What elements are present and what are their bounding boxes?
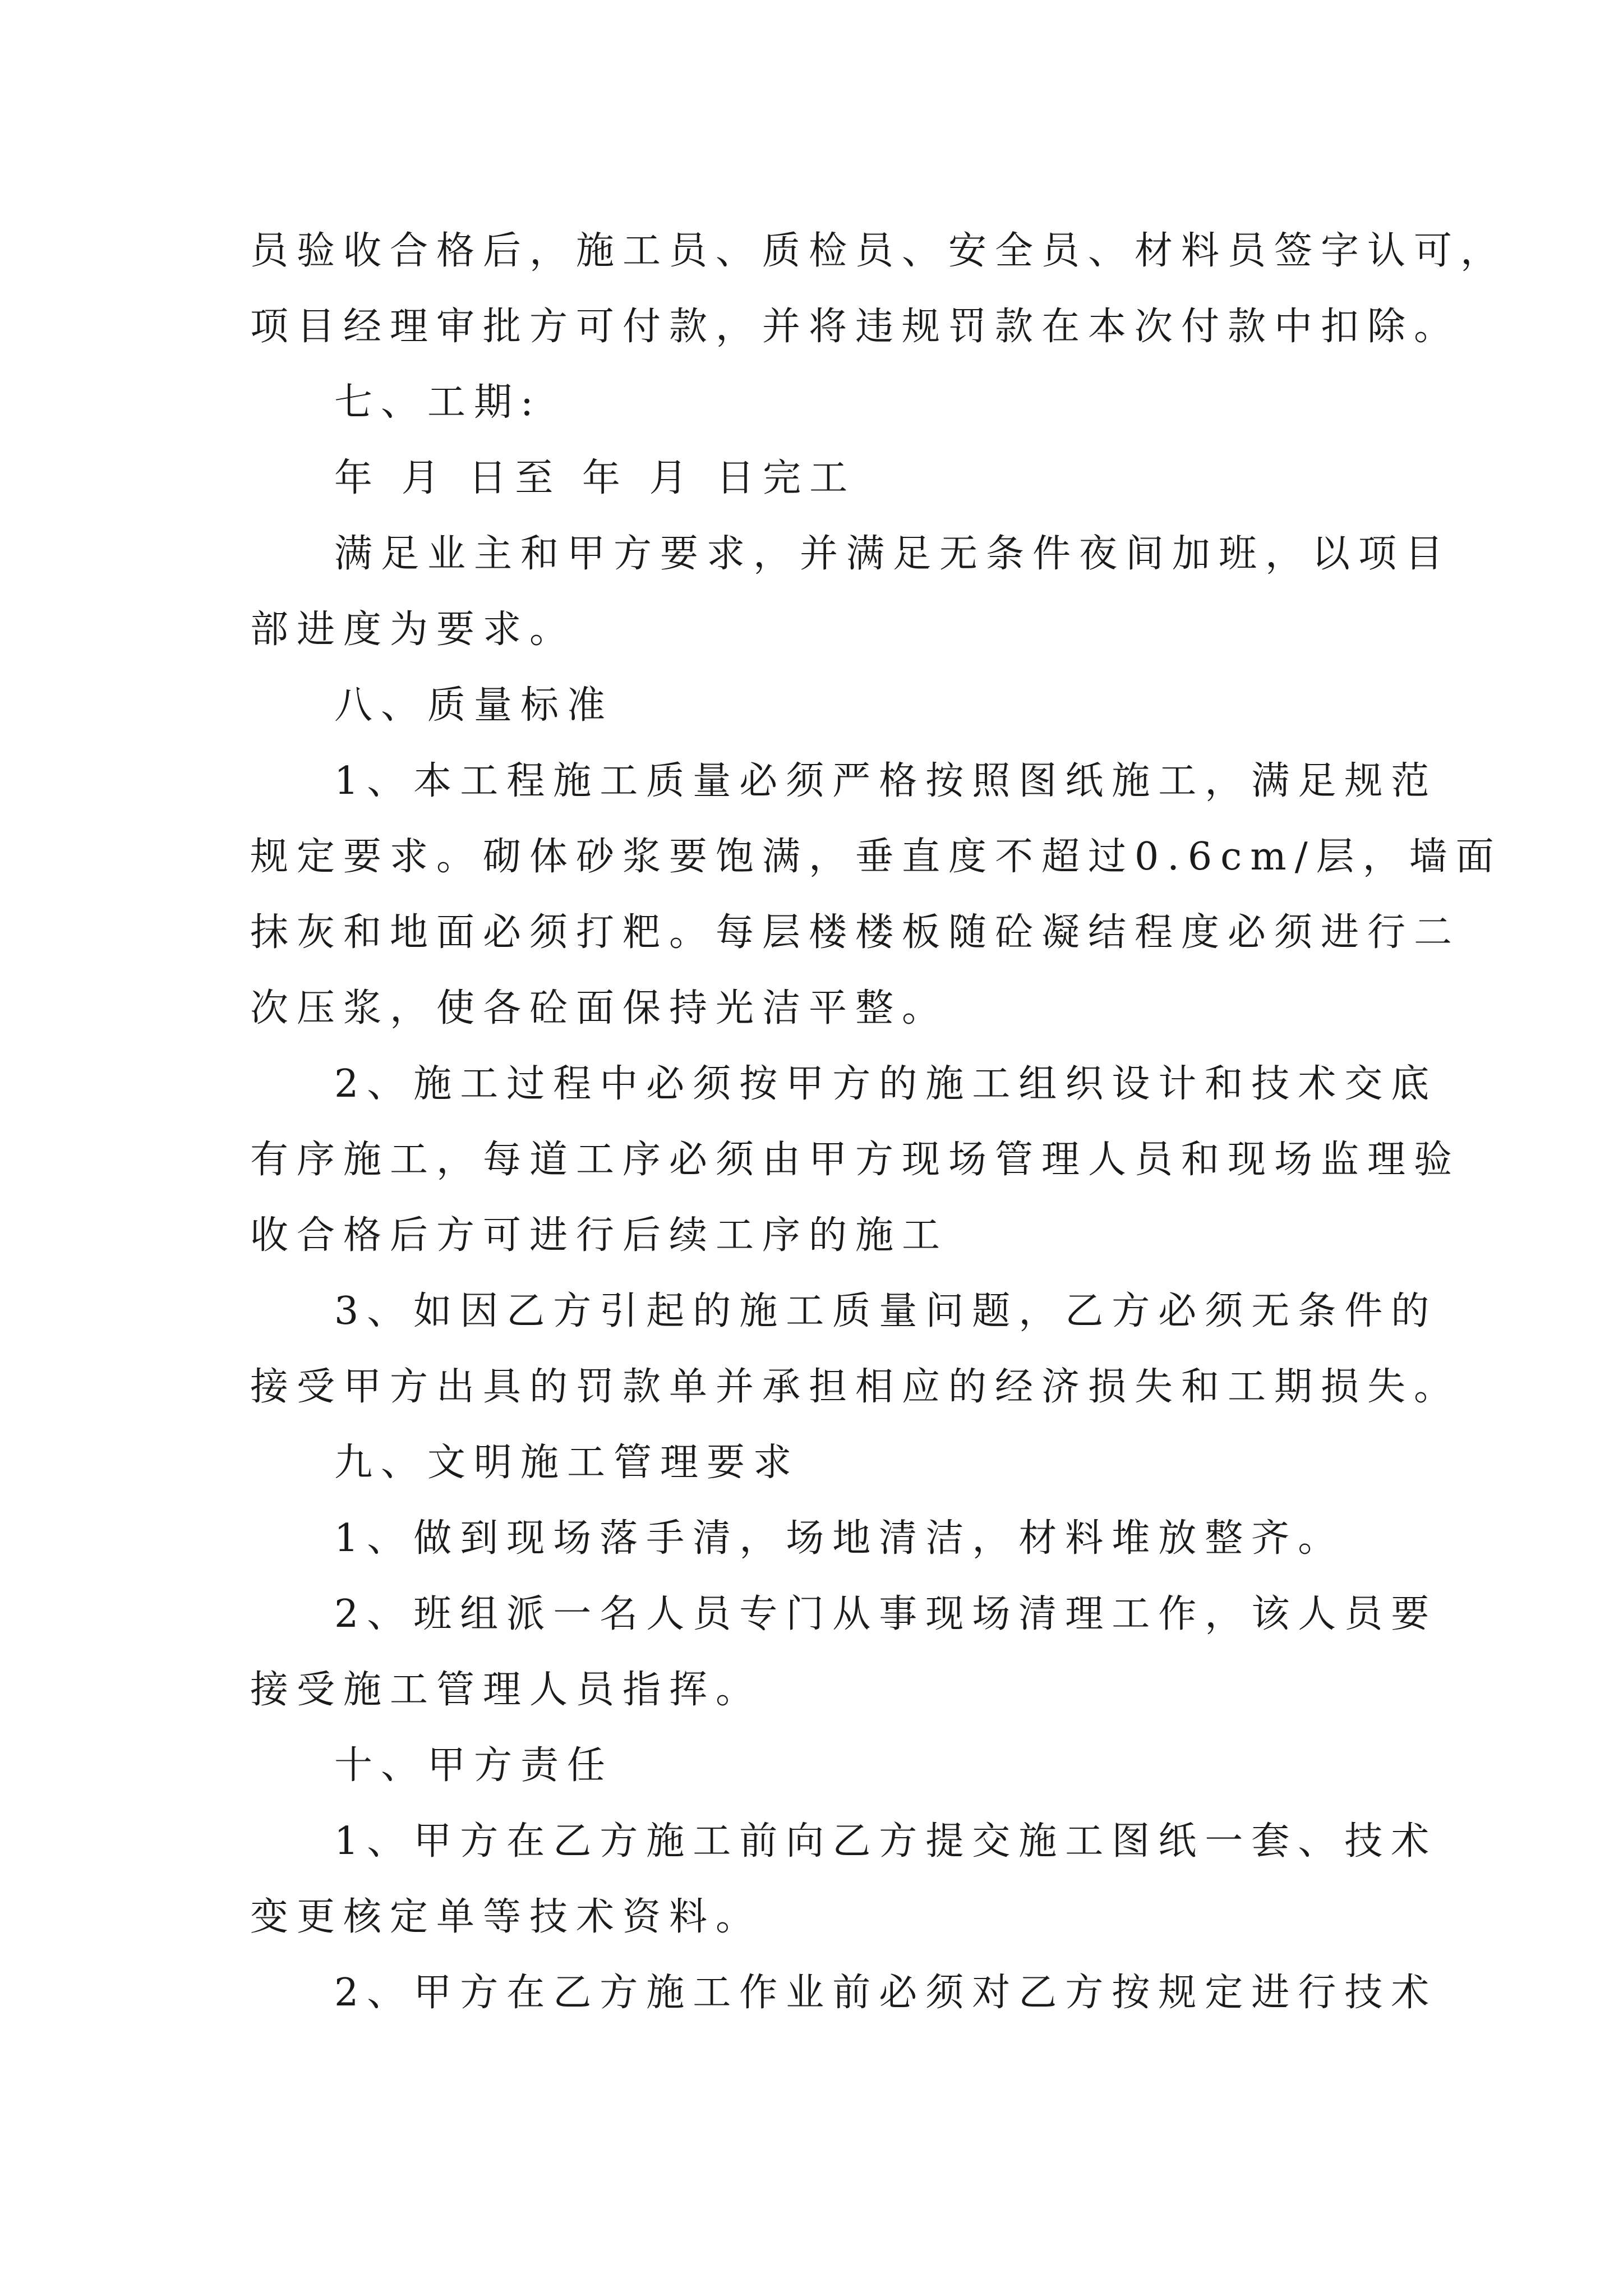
text-line: 1、做到现场落手清，场地清洁，材料堆放整齐。 — [334, 1516, 1345, 1561]
text-line: 员验收合格后，施工员、质检员、安全员、材料员签字认可， — [250, 229, 1507, 273]
section-heading: 八、质量标准 — [334, 683, 614, 728]
text-line: 接受甲方出具的罚款单并承担相应的经济损失和工期损失。 — [250, 1365, 1461, 1409]
text-line: 有序施工，每道工序必须由甲方现场管理人员和现场监理验 — [250, 1138, 1461, 1182]
section-heading: 十、甲方责任 — [334, 1743, 614, 1788]
section-heading: 九、文明施工管理要求 — [334, 1441, 800, 1485]
text-line: 年 月 日至 年 月 日完工 — [334, 456, 856, 500]
text-line: 接受施工管理人员指挥。 — [250, 1668, 763, 1712]
text-line: 2、班组派一名人员专门从事现场清理工作，该人员要 — [334, 1592, 1438, 1636]
text-line: 部进度为要求。 — [250, 608, 577, 652]
text-line: 3、如因乙方引起的施工质量问题，乙方必须无条件的 — [334, 1289, 1438, 1333]
text-line: 2、施工过程中必须按甲方的施工组织设计和技术交底 — [334, 1062, 1438, 1106]
text-line: 规定要求。砌体砂浆要饱满，垂直度不超过0.6cm/层，墙面 — [250, 835, 1502, 879]
text-line: 2、甲方在乙方施工作业前必须对乙方按规定进行技术 — [334, 1971, 1438, 2015]
text-line: 1、甲方在乙方施工前向乙方提交施工图纸一套、技术 — [334, 1819, 1438, 1864]
text-line: 抹灰和地面必须打粑。每层楼楼板随砼凝结程度必须进行二 — [250, 910, 1461, 955]
text-line: 收合格后方可进行后续工序的施工 — [250, 1213, 949, 1258]
text-line: 满足业主和甲方要求，并满足无条件夜间加班，以项目 — [334, 532, 1452, 576]
document-body — [250, 213, 1507, 2031]
text-line: 1、本工程施工质量必须严格按照图纸施工，满足规范 — [334, 759, 1438, 803]
section-heading: 七、工期: — [334, 380, 542, 425]
text-line: 项目经理审批方可付款，并将违规罚款在本次付款中扣除。 — [250, 305, 1461, 349]
text-line: 次压浆，使各砼面保持光洁平整。 — [250, 986, 949, 1030]
text-line: 变更核定单等技术资料。 — [250, 1895, 763, 1939]
